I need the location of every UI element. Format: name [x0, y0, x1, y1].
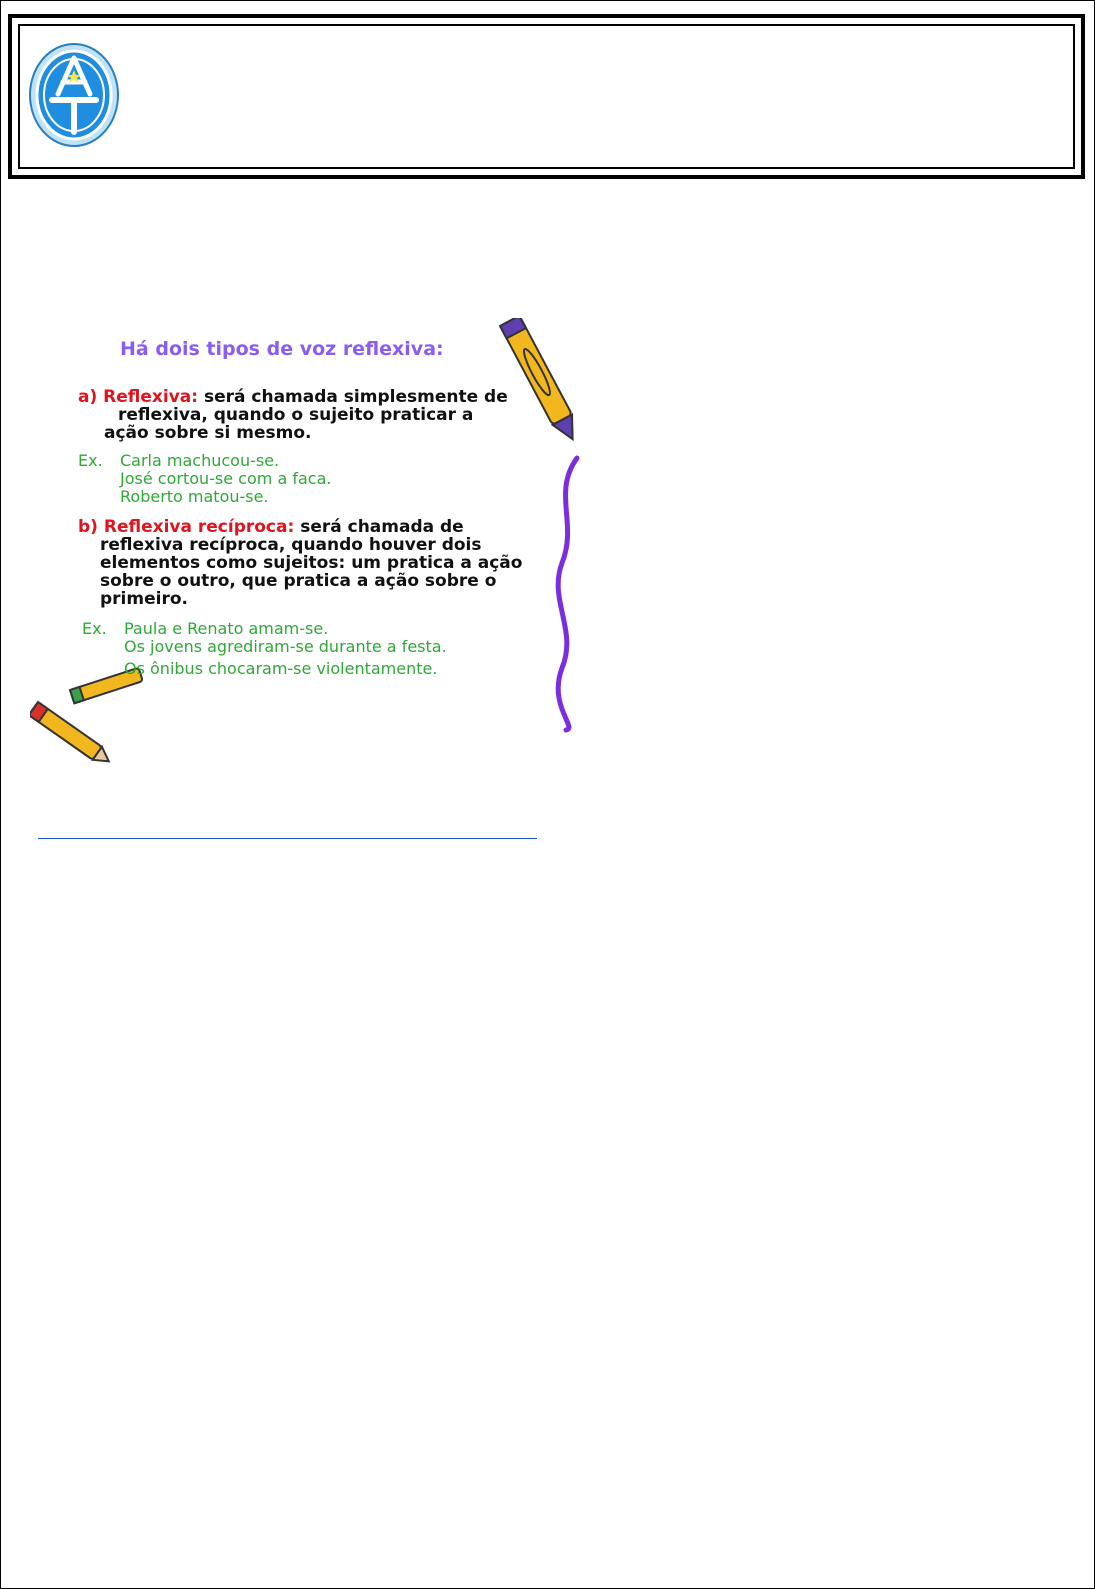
definition-line: elementos como sujeitos: um pratica a ação	[100, 553, 523, 573]
example-prefix: Ex.	[82, 619, 107, 638]
definition-reflexiva-reciproca	[78, 518, 522, 608]
reflexive-voice-figure	[30, 318, 590, 766]
example-item: José cortou-se com a faca.	[120, 469, 332, 488]
header-inner-border	[18, 24, 1075, 169]
figure-title: Há dois tipos de voz reflexiva:	[120, 338, 444, 360]
definition-line: primeiro.	[100, 589, 188, 609]
definition-line: reflexiva, quando o sujeito praticar a	[118, 405, 474, 425]
example-prefix: Ex.	[78, 451, 103, 470]
definition-reflexiva	[78, 388, 508, 442]
definition-line: sobre o outro, que pratica a ação sobre o	[100, 571, 497, 591]
crayon-icon	[500, 318, 582, 444]
label-reflexiva-reciproca: b) Reflexiva recíproca:	[78, 517, 295, 537]
example-item: Carla machucou-se.	[120, 451, 280, 470]
examples-reflexiva-reciproca	[82, 620, 447, 678]
definition-line: reflexiva recíproca, quando houver dois	[100, 535, 482, 555]
pencils-icon	[30, 668, 143, 766]
example-item: Os ônibus chocaram-se violentamente.	[124, 659, 438, 678]
header-box	[8, 14, 1085, 179]
example-item: Os jovens agrediram-se durante a festa.	[124, 637, 447, 656]
hyperlink-underline[interactable]	[38, 838, 537, 839]
definition-line: será chamada simplesmente de	[198, 387, 508, 407]
examples-reflexiva	[78, 452, 331, 506]
example-item: Roberto matou-se.	[120, 487, 269, 506]
example-item: Paula e Renato amam-se.	[124, 619, 329, 638]
squiggle-line-icon	[558, 458, 577, 730]
definition-line: será chamada de	[294, 517, 464, 537]
label-reflexiva: a) Reflexiva:	[78, 387, 199, 407]
definition-line: ação sobre si mesmo.	[104, 423, 312, 443]
school-logo-icon	[28, 42, 120, 148]
